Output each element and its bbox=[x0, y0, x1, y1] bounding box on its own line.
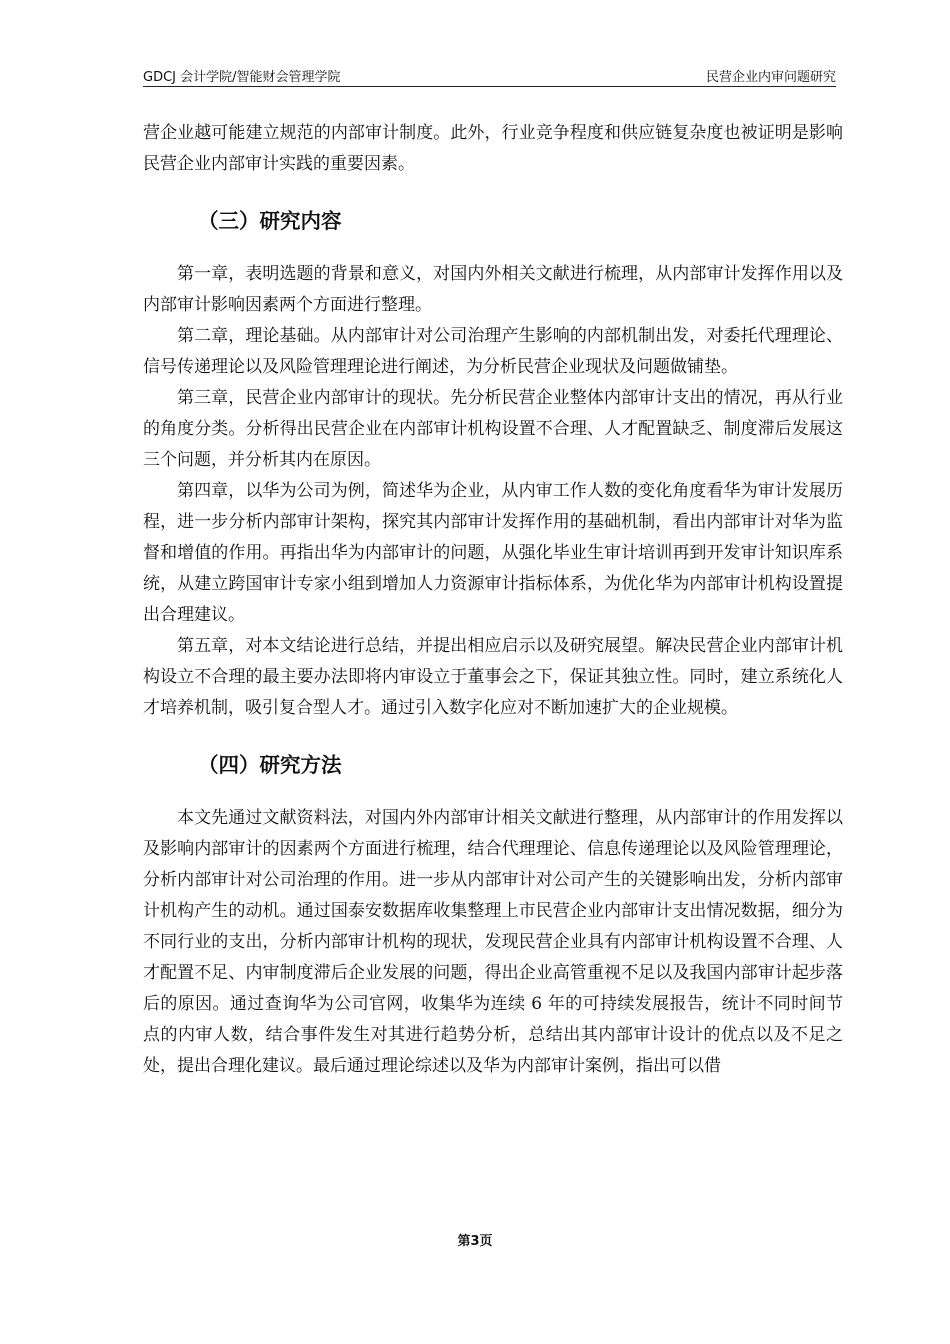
chapter-2-paragraph: 第二章，理论基础。从内部审计对公司治理产生影响的内部机制出发，对委托代理理论、信号传递理论以及风险管理理论进行阐述，为分析民营企业现状及问题做铺垫。 bbox=[143, 326, 843, 377]
document-body bbox=[143, 118, 843, 1082]
chapter-4-paragraph: 第四章，以华为公司为例，简述华为企业，从内审工作人数的变化角度看华为审计发展历程，进一步分析内部审计架构，探究其内部审计发挥作用的基础机制，看出内部审计对华为监督和增值的作用。再指出华为内部审计的问题，从强化毕业生审计培训再到开发审计知识库系统，从建立跨国审计专家小组到增加人力资源审计指标体系，为优化华为内部审计机构设置提出合理建议。 bbox=[143, 481, 843, 625]
intro-paragraph: 营企业越可能建立规范的内部审计制度。此外，行业竞争程度和供应链复杂度也被证明是影响民营企业内部审计实践的重要因素。 bbox=[143, 123, 843, 174]
header-left-text: GDCJ 会计学院/智能财会管理学院 bbox=[143, 70, 341, 85]
header-right-text: 民营企业内审问题研究 bbox=[705, 70, 836, 85]
page-header bbox=[143, 66, 836, 87]
chapter-5-paragraph: 第五章，对本文结论进行总结，并提出相应启示以及研究展望。解决民营企业内部审计机构设立不合理的最主要办法即将内审设立于董事会之下，保证其独立性。同时，建立系统化人才培养机制，吸引复合型人才。通过引入数字化应对不断加速扩大的企业规模。 bbox=[143, 636, 843, 718]
section-3-heading: （三）研究内容 bbox=[198, 209, 342, 233]
research-method-paragraph: 本文先通过文献资料法，对国内外内部审计相关文献进行整理，从内部审计的作用发挥以及影响内部审计的因素两个方面进行梳理，结合代理理论、信息传递理论以及风险管理理论，分析内部审计对公司治理的作用。进一步从内部审计对公司产生的关键影响出发，分析内部审计机构产生的动机。通过国泰安数据库收集整理上市民营企业内部审计支出情况数据，细分为不同行业的支出，分析内部审计机构的现状，发现民营企业具有内部审计机构设置不合理、人才配置不足、内审制度滞后企业发展的问题，得出企业高管重视不足以及我国内部审计起步落后的原因。通过查询华为公司官网，收集华为连续 6 年的可持续发展报告，统计不同时间节点的内审人数，结合事件发生对其进行趋势分析，总结出其内部审计设计的优点以及不足之处，提出合理化建议。最后通过理论综述以及华为内部审计案例，指出可以借 bbox=[143, 808, 843, 1076]
page-number: 第3页 bbox=[457, 1234, 493, 1249]
chapter-3-paragraph: 第三章，民营企业内部审计的现状。先分析民营企业整体内部审计支出的情况，再从行业的角度分类。分析得出民营企业在内部审计机构设置不合理、人才配置缺乏、制度滞后发展这三个问题，并分析其内在原因。 bbox=[143, 388, 843, 470]
chapter-1-paragraph: 第一章，表明选题的背景和意义，对国内外相关文献进行梳理，从内部审计发挥作用以及内部审计影响因素两个方面进行整理。 bbox=[143, 264, 843, 315]
section-4-heading: （四）研究方法 bbox=[198, 753, 342, 777]
